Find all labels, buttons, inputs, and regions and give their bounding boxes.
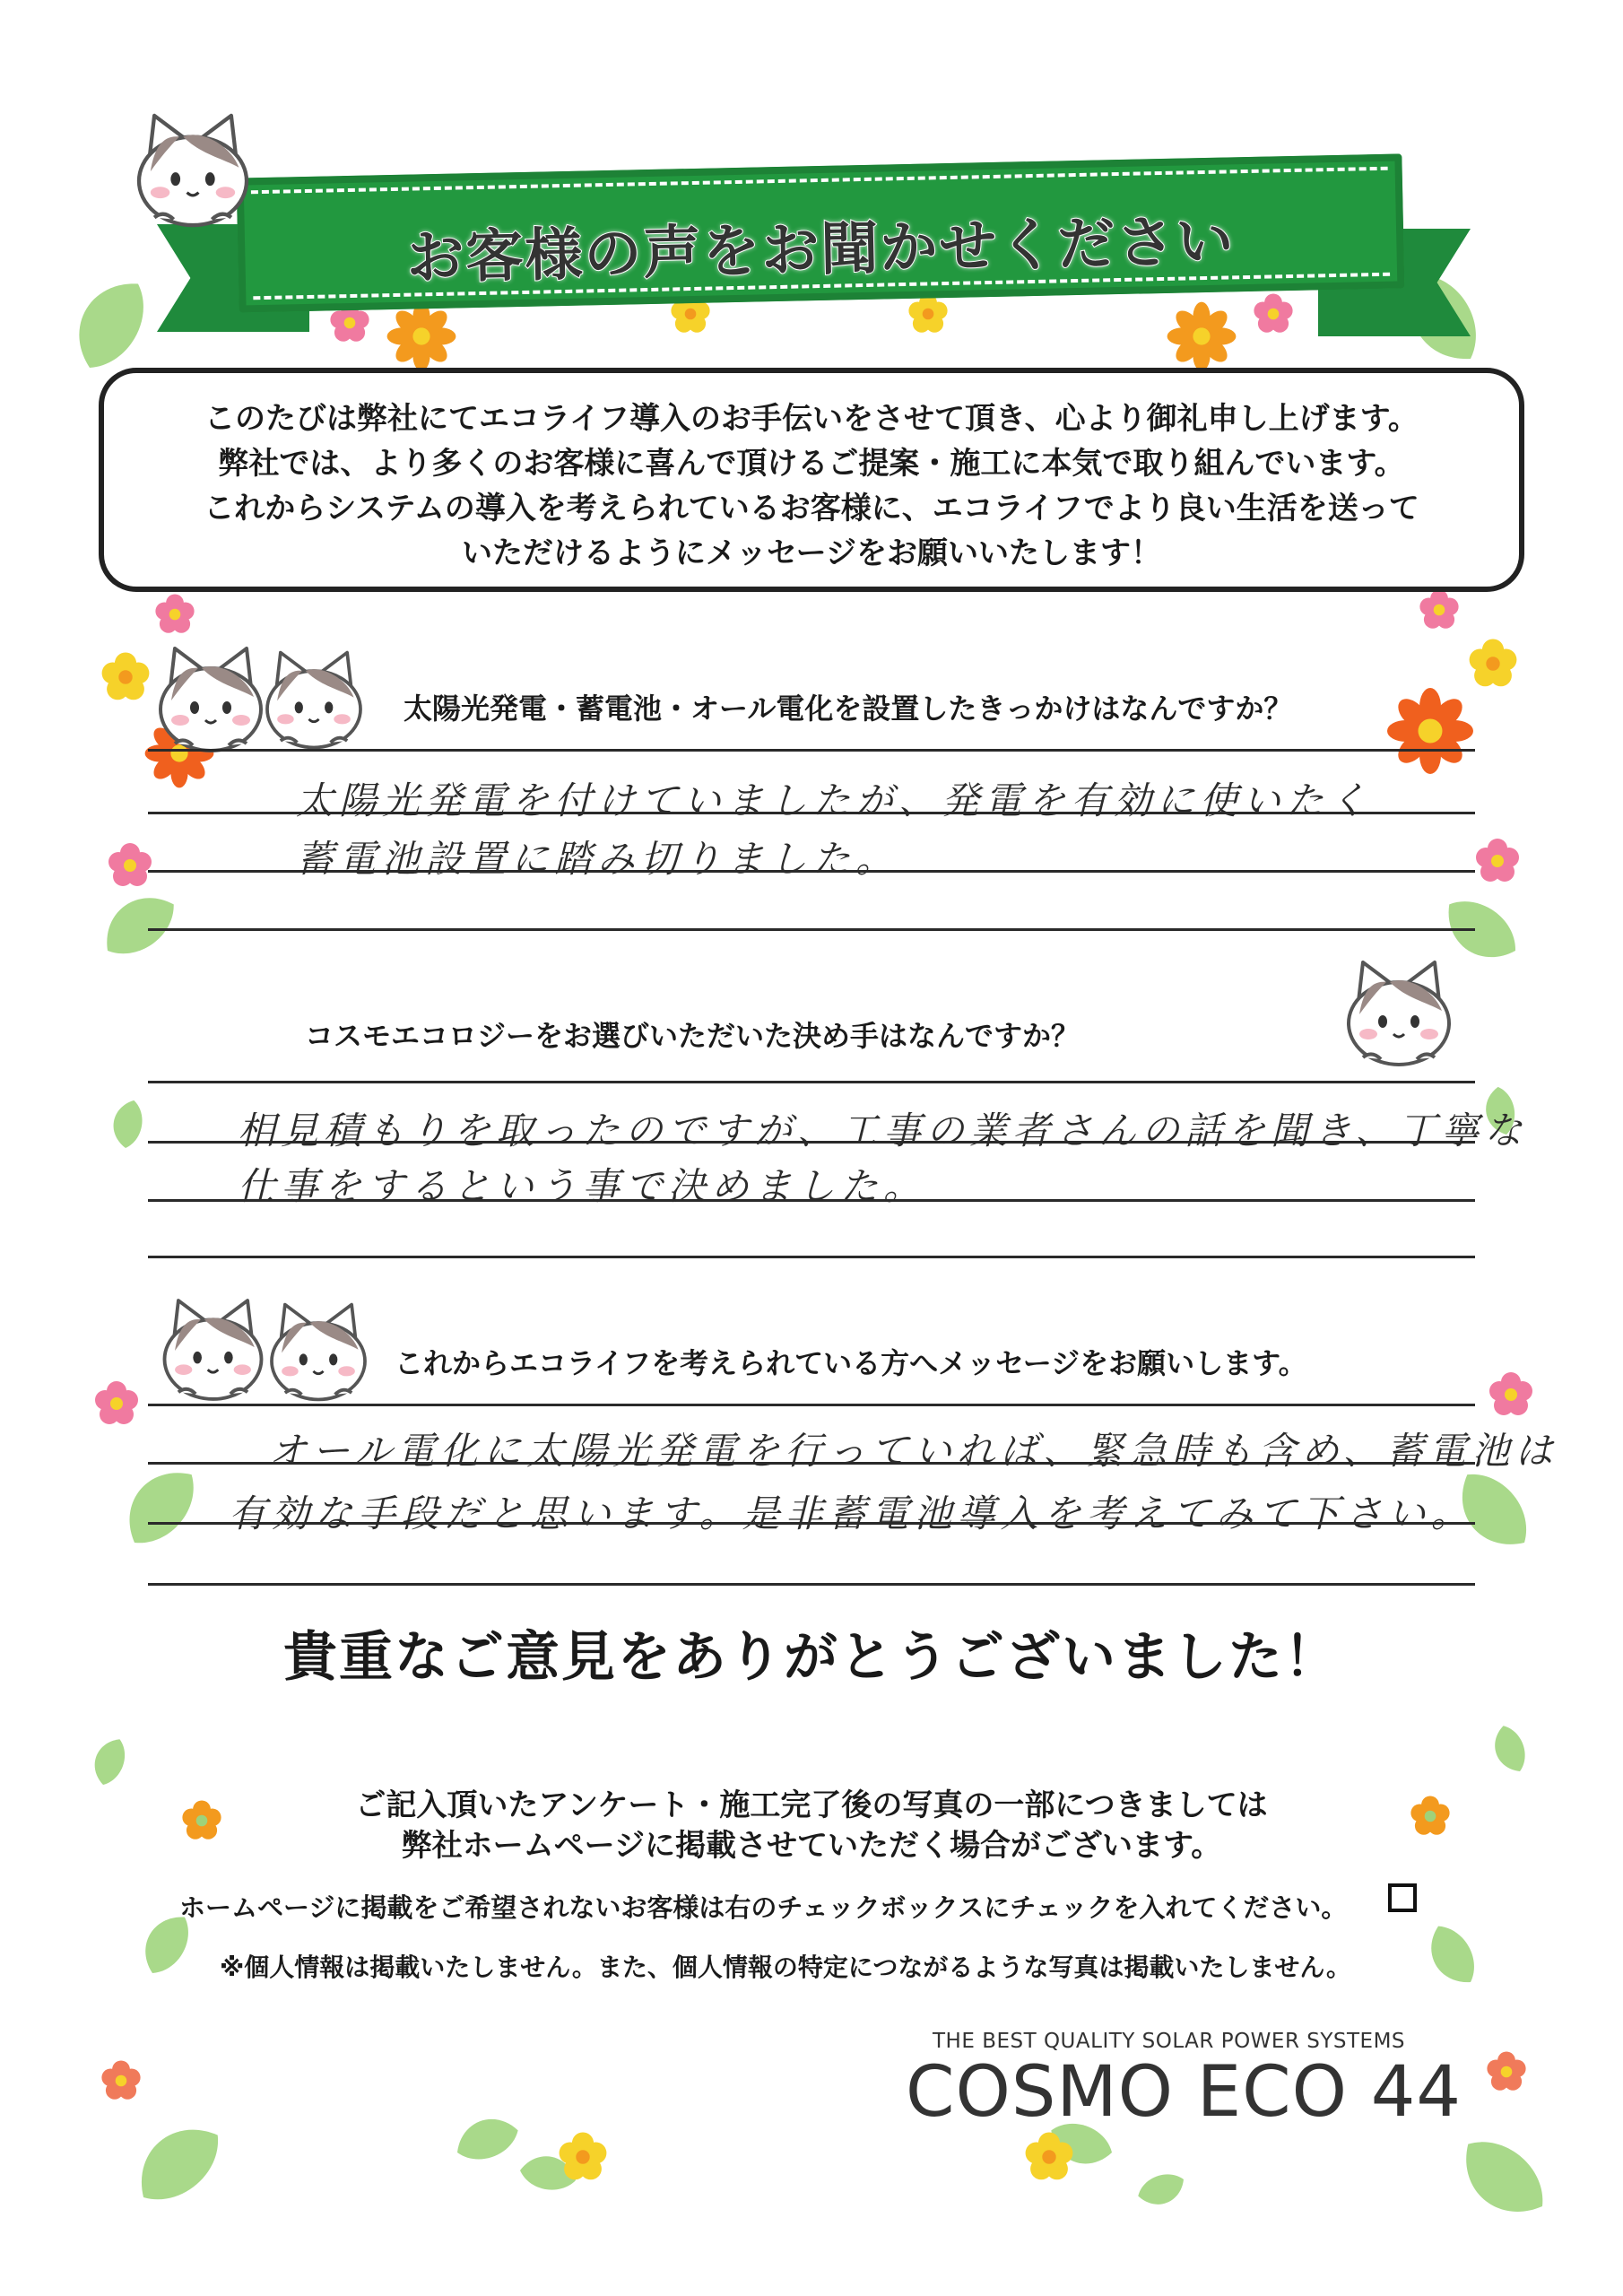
- answer-line: [148, 1199, 1475, 1202]
- question-2: コスモエコロジーをお選びいただいた決め手はなんですか？: [305, 1019, 1081, 1053]
- answer-line: [148, 1256, 1475, 1258]
- intro-line: このたびは弊社にてエコライフ導入のお手伝いをさせて頂き、心より御礼申し上げます。: [204, 401, 1419, 437]
- cat-face-icon: [126, 108, 260, 233]
- answer-line: [148, 928, 1475, 931]
- page-title: お客様の声をお聞かせください: [405, 208, 1237, 292]
- answer-line: [148, 1141, 1475, 1144]
- optout-checkbox[interactable]: [1388, 1883, 1417, 1912]
- answer-line: [148, 812, 1475, 814]
- intro-line: 弊社では、より多くのお客様に喜んで頂けるご提案・施工に本気で取り組んでいます。: [218, 446, 1405, 482]
- question-1: 太陽光発電・蓄電池・オール電化を設置したきっかけはなんですか？: [404, 691, 1293, 726]
- question-3: これからエコライフを考えられている方へメッセージをお願いします。: [395, 1346, 1307, 1380]
- answer-line: [148, 870, 1475, 873]
- title-banner: [237, 153, 1405, 312]
- answer-line: [148, 1081, 1475, 1083]
- answer-3-line-2: 有効な手段だと思います。是非蓄電池導入を考えてみて下さい。: [229, 1492, 1474, 1535]
- answer-1-line-1: 太陽光発電を付けていましたが、発電を有効に使いたく: [296, 778, 1373, 822]
- optout-instruction: ホームページに掲載をご希望されないお客様は右のチェックボックスにチェックを入れてください。: [179, 1892, 1348, 1923]
- cat-face-icon: [260, 1296, 377, 1408]
- privacy-note: ※個人情報は掲載いたしません。また、個人情報の特定につながるような写真は掲載いたしません。: [220, 1952, 1352, 1982]
- thanks-heading: 貴重なご意見をありがとうございました！: [283, 1626, 1340, 1689]
- answer-1-line-2: 蓄電池設置に踏み切りました。: [296, 837, 899, 881]
- cat-face-icon: [152, 1292, 273, 1408]
- intro-line: いただけるようにメッセージをお願いいたします！: [462, 535, 1161, 571]
- answer-3-line-1: オール電化に太陽光発電を行っていれば、緊急時も含め、蓄電池は: [269, 1429, 1558, 1473]
- answer-line: [148, 1404, 1475, 1406]
- answer-line: [148, 1522, 1475, 1525]
- cat-face-icon: [256, 644, 372, 756]
- cat-face-icon: [148, 641, 273, 758]
- brand-tagline: THE BEST QUALITY SOLAR POWER SYSTEMS: [933, 2030, 1406, 2053]
- intro-message-box: [99, 368, 1524, 592]
- intro-line: これからシステムの導入を考えられているお客様に、エコライフでより良い生活を送って: [204, 491, 1419, 526]
- answer-line: [148, 1583, 1475, 1586]
- brand-logo: COSMO ECO 44: [906, 2052, 1462, 2133]
- answer-2-line-1: 相見積もりを取ったのですが、工事の業者さんの話を聞き、丁寧な: [238, 1109, 1528, 1152]
- answer-line: [148, 749, 1475, 752]
- answer-2-line-2: 仕事をするという事で決めました。: [238, 1164, 927, 1208]
- notice-line: ご記入頂いたアンケート・施工完了後の写真の一部につきましては: [355, 1787, 1268, 1823]
- cat-face-icon: [1336, 955, 1462, 1072]
- answer-line: [148, 1462, 1475, 1465]
- notice-line: 弊社ホームページに掲載させていただく場合がございます。: [401, 1828, 1222, 1864]
